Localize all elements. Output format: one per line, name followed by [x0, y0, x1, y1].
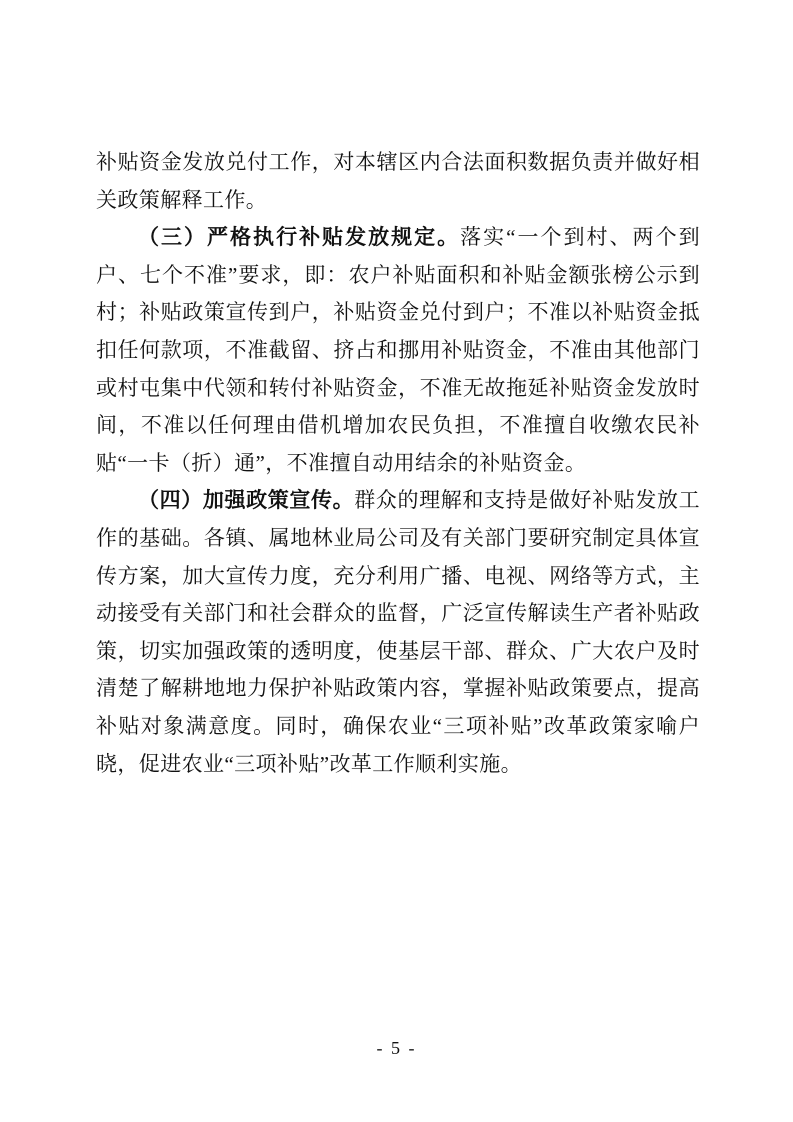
paragraph-section-3	[96, 219, 700, 482]
section-4-body: 群众的理解和支持是做好补贴发放工作的基础。各镇、属地林业局公司及有关部门要研究制定具体宣传方案，加大宣传力度，充分利用广播、电视、网络等方式，主动接受有关部门和社会群众的监督，广泛宣传解读生产者补贴政策，切实加强政策的透明度，使基层干部、群众、广大农户及时清楚了解耕地地力保护补贴政策内容，掌握补贴政策要点，提高补贴对象满意度。同时，确保农业“三项补贴”改革政策家喻户晓，促进农业“三项补贴”改革工作顺利实施。	[96, 488, 701, 776]
document-body	[96, 144, 700, 783]
paragraph-section-4	[96, 482, 700, 783]
page-number: - 5 -	[376, 1038, 417, 1058]
paragraph-continuation	[96, 144, 700, 219]
section-3-heading: （三）严格执行补贴发放规定。	[138, 225, 461, 250]
section-4-heading: （四）加强政策宣传。	[138, 488, 355, 513]
section-3-body: 落实“一个到村、两个到户、七个不准”要求，即：农户补贴面积和补贴金额张榜公示到村；补贴政策宣传到户，补贴资金兑付到户；不准以补贴资金抵扣任何款项，不准截留、挤占和挪用补贴资金，不准由其他部门或村屯集中代领和转付补贴资金，不准无故拖延补贴资金发放时间，不准以任何理由借机增加农民负担，不准擅自收缴农民补贴“一卡（折）通”，不准擅自动用结余的补贴资金。	[96, 225, 700, 475]
paragraph-text: 补贴资金发放兑付工作，对本辖区内合法面积数据负责并做好相关政策解释工作。	[96, 150, 700, 212]
